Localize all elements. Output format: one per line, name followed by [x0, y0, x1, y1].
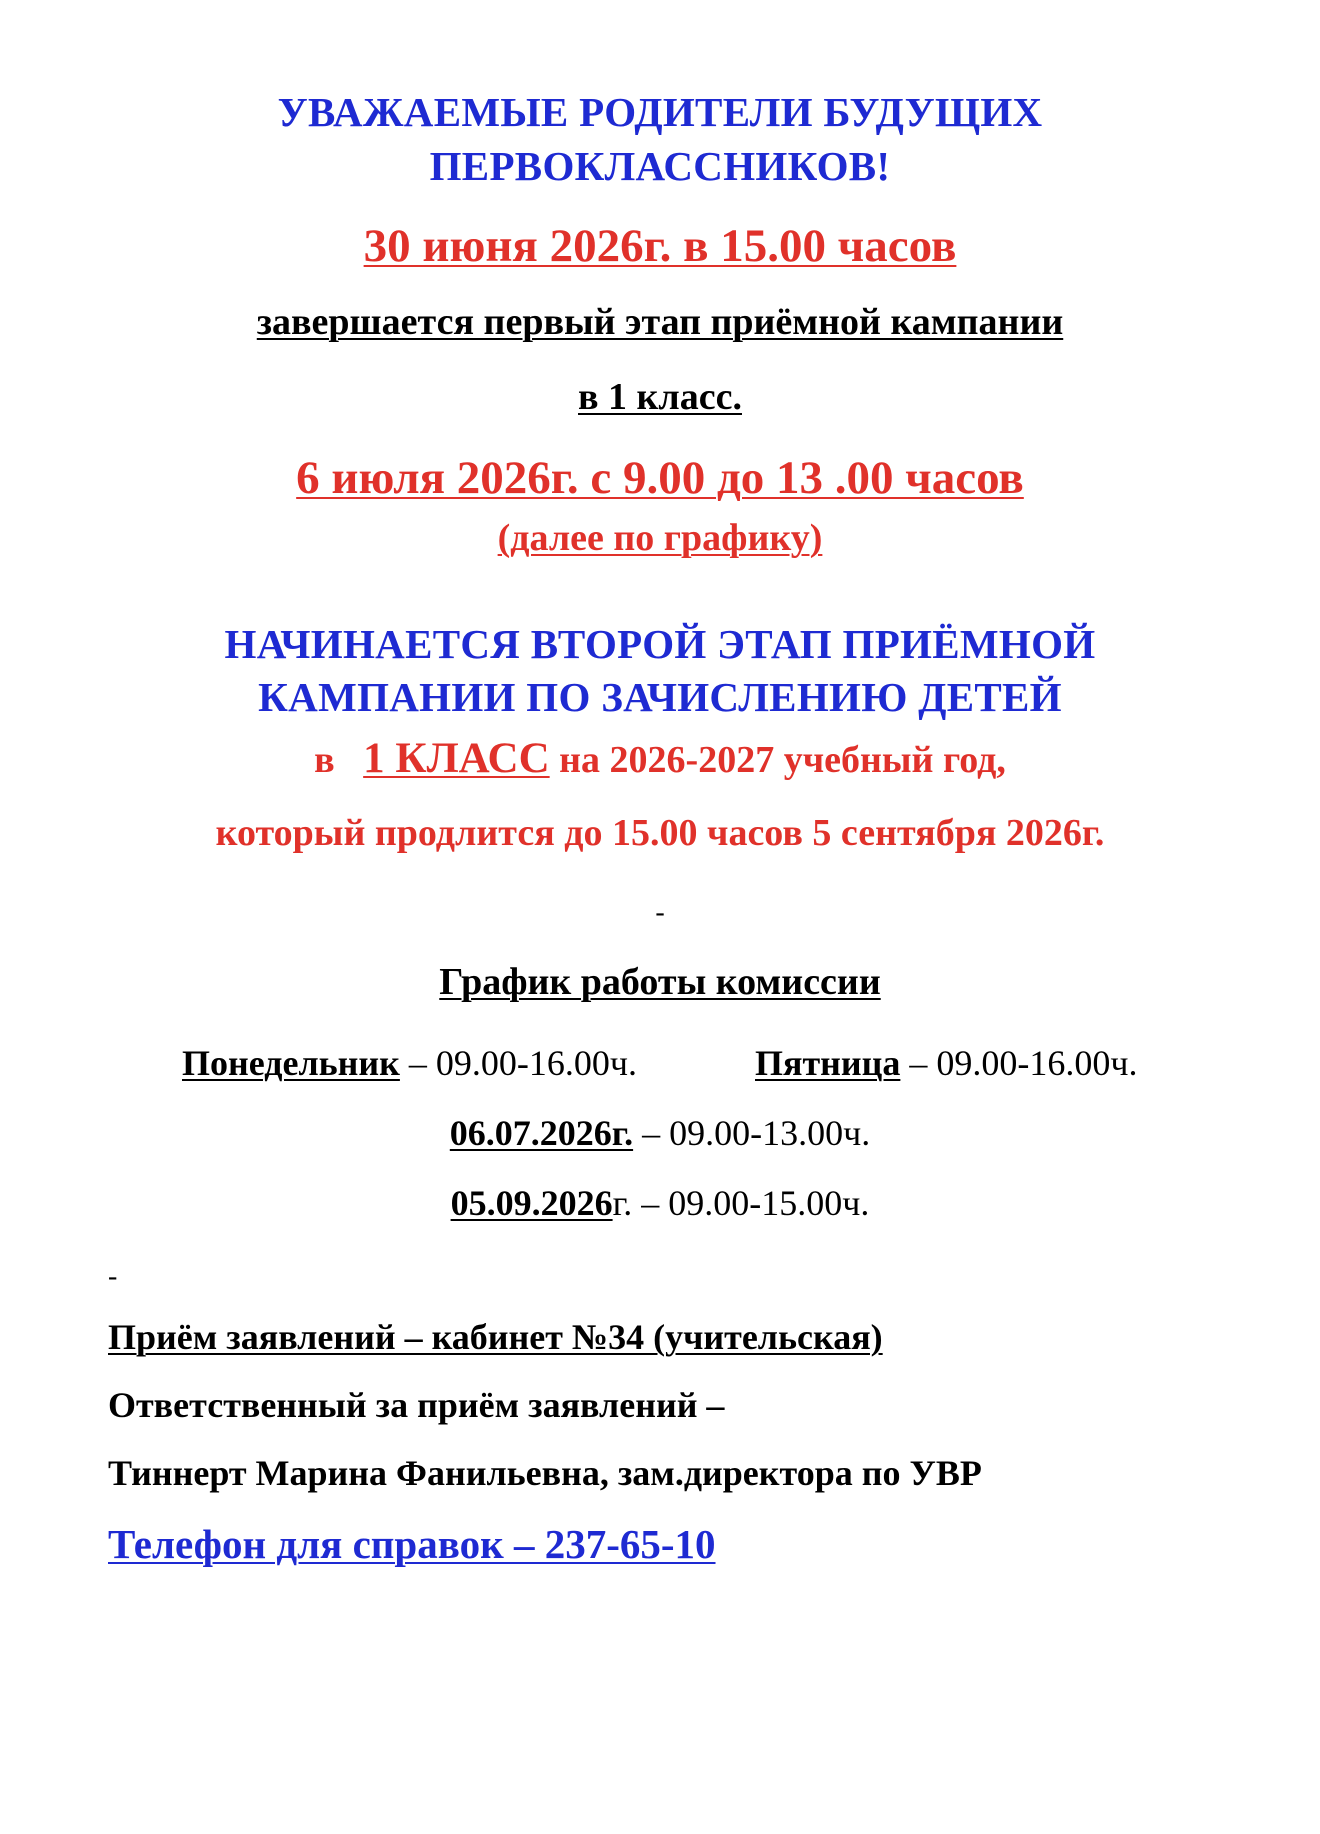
schedule-friday — [755, 1040, 1137, 1086]
heading-line-1: УВАЖАЕМЫЕ РОДИТЕЛИ БУДУЩИХ — [277, 89, 1043, 135]
contacts-room — [108, 1314, 883, 1360]
schedule-monday — [182, 1040, 637, 1086]
stage1-date — [0, 218, 1320, 274]
stage1-text-line-2-text: в 1 класс. — [578, 376, 742, 418]
schedule-date-2-hours: г. – 09.00-15.00ч. — [612, 1183, 870, 1223]
separator-dash-2: - — [108, 1261, 118, 1292]
separator-dash-1: - — [655, 897, 665, 928]
stage2-until-line: который продлится до 15.00 часов 5 сентября 2026г. — [215, 812, 1105, 854]
stage2-class-line — [0, 734, 1320, 785]
stage2-date — [0, 450, 1320, 506]
stage2-note — [0, 514, 1320, 562]
schedule-friday-label: Пятница — [755, 1043, 901, 1083]
contacts-phone-text: Телефон для справок – 237-65-10 — [108, 1521, 716, 1567]
stage1-text-line-2 — [0, 373, 1320, 421]
stage2-class-label: 1 КЛАСС — [363, 735, 550, 782]
schedule-title-text: График работы комиссии — [439, 961, 881, 1003]
schedule-date-1-label: 06.07.2026г. — [449, 1113, 634, 1153]
schedule-date-2-label: 05.09.2026 — [450, 1183, 613, 1223]
stage2-date-text: 6 июля 2026г. с 9.00 до 13 .00 часов — [296, 452, 1024, 504]
schedule-date-1 — [0, 1110, 1320, 1156]
stage1-date-text: 30 июня 2026г. в 15.00 часов — [363, 220, 957, 272]
stage2-class-prefix: в — [314, 739, 335, 781]
heading-line-2: ПЕРВОКЛАССНИКОВ! — [429, 143, 891, 189]
schedule-friday-hours: – 09.00-16.00ч. — [900, 1043, 1138, 1083]
stage2-note-text: (далее по графику) — [497, 517, 823, 559]
stage2-title-line-2: КАМПАНИИ ПО ЗАЧИСЛЕНИЮ ДЕТЕЙ — [258, 674, 1062, 720]
contacts-room-text: Приём заявлений – кабинет №34 (учительская) — [108, 1317, 883, 1357]
schedule-date-1-hours: – 09.00-13.00ч. — [633, 1113, 871, 1153]
stage1-text-line-1 — [0, 298, 1320, 346]
contacts-responsible-person: Тиннерт Марина Фанильевна, зам.директора по УВР — [108, 1453, 982, 1493]
schedule-title — [0, 958, 1320, 1006]
contacts-responsible-label: Ответственный за приём заявлений – — [108, 1385, 725, 1425]
stage2-title-line-1: НАЧИНАЕТСЯ ВТОРОЙ ЭТАП ПРИЁМНОЙ — [224, 621, 1096, 667]
schedule-date-2 — [0, 1180, 1320, 1226]
stage2-class-suffix: на 2026-2027 учебный год, — [559, 739, 1006, 781]
schedule-monday-label: Понедельник — [182, 1043, 400, 1083]
schedule-monday-hours: – 09.00-16.00ч. — [399, 1043, 637, 1083]
contacts-phone — [108, 1518, 716, 1570]
stage1-text-line-1-text: завершается первый этап приёмной кампании — [256, 301, 1064, 343]
